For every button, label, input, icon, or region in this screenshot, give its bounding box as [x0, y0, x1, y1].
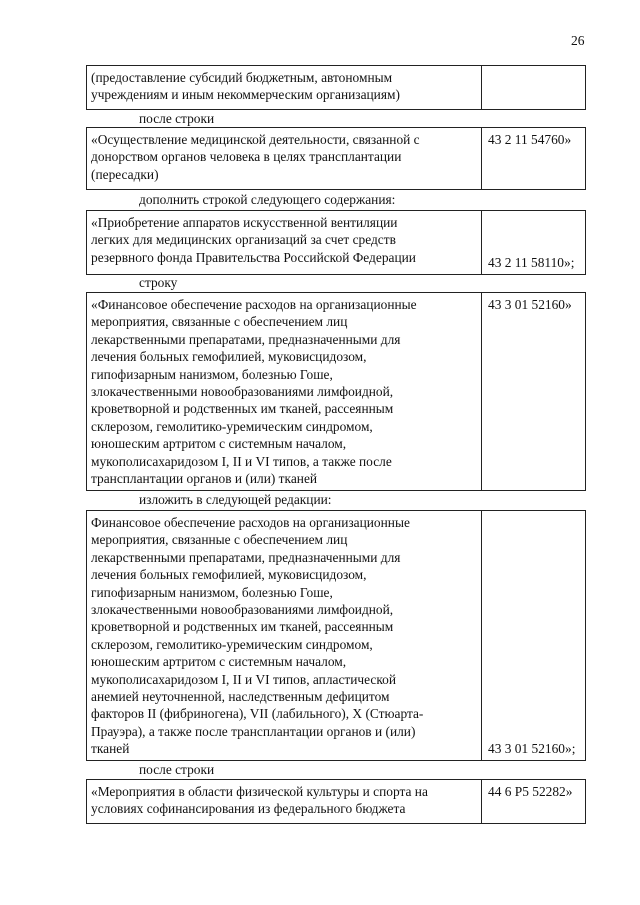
instruction-text: после строки — [139, 111, 215, 126]
row-text-line: мукополисахаридозом I, II и VI типов, а также после — [91, 453, 392, 469]
row-text-line: (пересадки) — [91, 166, 159, 182]
row-text-line: учреждениям и иным некоммерческим организациям) — [91, 87, 400, 103]
row-text-line: мукополисахаридозом I, II и VI типов, апластической — [91, 671, 397, 687]
row-text-line: злокачественными новообразованиями лимфоидной, — [91, 384, 394, 400]
row-text-line: донорством органов человека в целях трансплантации — [91, 149, 402, 165]
table-row — [86, 210, 586, 275]
row-text-line: тканей — [91, 741, 130, 757]
row-code-cell — [482, 211, 585, 274]
row-text-cell — [87, 511, 482, 760]
table-row — [86, 292, 586, 491]
row-text-line: лекарственными препаратами, предназначенными для — [91, 549, 401, 565]
instruction-text: строку — [139, 275, 178, 290]
row-text-line: лекарственными препаратами, предназначенными для — [91, 331, 401, 347]
row-code: 44 6 P5 52282» — [488, 784, 573, 799]
row-text-line: юношеским артритом с системным началом, — [91, 654, 347, 670]
row-code: 43 2 11 54760» — [488, 132, 572, 147]
row-text-line: «Финансовое обеспечение расходов на организационные — [91, 297, 417, 312]
row-code-cell — [482, 66, 585, 109]
row-text-line: (предоставление субсидий бюджетным, автономным — [91, 70, 393, 85]
row-text-cell — [87, 128, 482, 189]
instruction-text: изложить в следующей редакции: — [139, 492, 332, 507]
row-text-line: склерозом, гемолитико-уремическим синдромом, — [91, 636, 373, 652]
row-code-cell — [482, 511, 585, 760]
row-text-line: лечения больных гемофилией, муковисцидозом, — [91, 349, 367, 365]
row-text-line: кроветворной и родственных им тканей, рассеянным — [91, 619, 394, 635]
row-text-line: анемией неуточненной, наследственным дефицитом — [91, 689, 390, 705]
row-text-line: гипофизарным нанизмом, болезнью Гоше, — [91, 584, 333, 600]
row-code-cell — [482, 780, 585, 823]
row-text-line: склерозом, гемолитико-уремическим синдромом, — [91, 418, 373, 434]
row-code-cell — [482, 293, 585, 490]
row-text-line: «Мероприятия в области физической культуры и спорта на — [91, 784, 428, 799]
table-row — [86, 127, 586, 190]
row-text-cell — [87, 66, 482, 109]
instruction-text: после строки — [139, 762, 215, 777]
instruction-text: дополнить строкой следующего содержания: — [139, 192, 396, 207]
row-text-line: кроветворной и родственных им тканей, рассеянным — [91, 401, 394, 417]
row-text-line: Финансовое обеспечение расходов на организационные — [91, 515, 410, 530]
row-text-cell — [87, 211, 482, 274]
table-row — [86, 510, 586, 761]
row-text-line: лечения больных гемофилией, муковисцидозом, — [91, 567, 367, 583]
row-text-line: резервного фонда Правительства Российской Федерации — [91, 249, 416, 265]
table-row — [86, 779, 586, 824]
row-text-cell — [87, 780, 482, 823]
row-text-line: легких для медицинских организаций за счет средств — [91, 232, 396, 248]
page-number: 26 — [571, 33, 585, 48]
row-text-line: факторов II (фибриногена), VII (лабильного), X (Стюарта- — [91, 706, 424, 722]
row-text-line: юношеским артритом с системным началом, — [91, 436, 347, 452]
row-code: 43 3 01 52160» — [488, 297, 572, 312]
row-text-line: злокачественными новообразованиями лимфоидной, — [91, 602, 394, 618]
row-text-line: Прауэра), а также после трансплантации органов и (или) — [91, 723, 416, 739]
row-code-cell — [482, 128, 585, 189]
row-code: 43 2 11 58110»; — [488, 254, 575, 270]
row-text-line: трансплантации органов и (или) тканей — [91, 471, 318, 487]
row-text-line: «Приобретение аппаратов искусственной вентиляции — [91, 215, 398, 230]
row-text-line: мероприятия, связанные с обеспечением лиц — [91, 314, 348, 330]
row-text-line: мероприятия, связанные с обеспечением лиц — [91, 532, 348, 548]
row-text-line: «Осуществление медицинской деятельности, связанной с — [91, 132, 420, 147]
row-code: 43 3 01 52160»; — [488, 740, 576, 756]
row-text-line: условиях софинансирования из федерального бюджета — [91, 801, 406, 817]
row-text-cell — [87, 293, 482, 490]
table-row — [86, 65, 586, 110]
row-text-line: гипофизарным нанизмом, болезнью Гоше, — [91, 366, 333, 382]
